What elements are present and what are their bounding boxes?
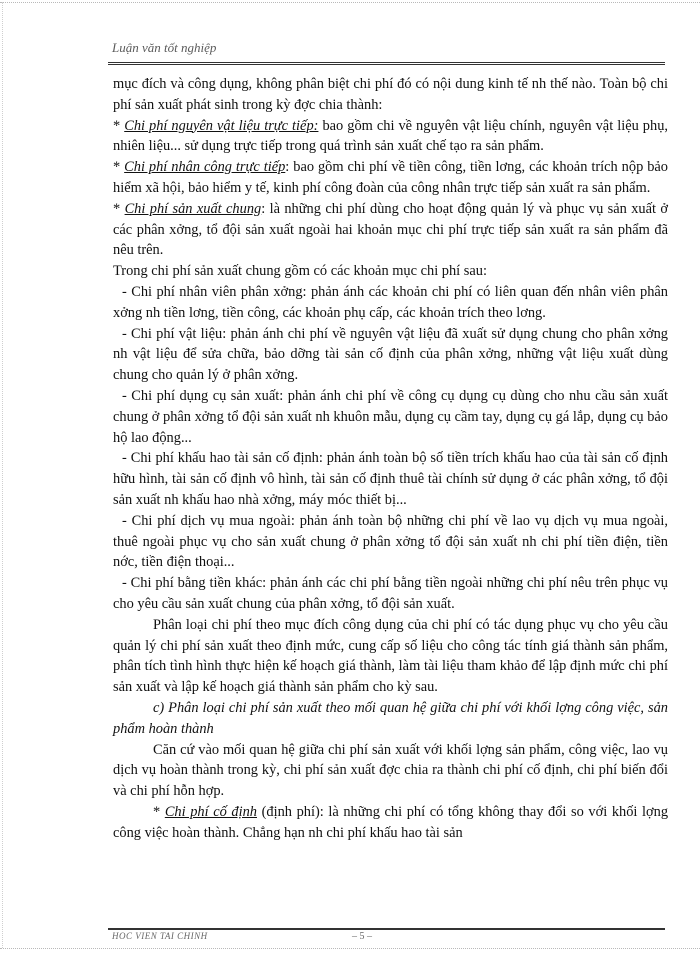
bullet-star: *	[113, 159, 125, 176]
paragraph: Phân loại chi phí theo mục đích công dụng của chi phí có tác dụng phục vụ cho yêu cầu quản lý chi phí sản xuất theo định mức, cung cấp số liệu cho công tác tính giá thành sản phẩm, phân tích tình hình thực hiện kế hoạch giá thành, làm tài liệu tham khảo để lập định mức chi phí sản xuất và lập kế hoạch giá thành sản phẩm cho kỳ sau.	[113, 616, 668, 696]
term-definition: bao gồm chi về nguyên vật liệu chính, nguyên vật liệu phụ, nhiên liệu... sử dụng trực tiếp trong quá trình sản xuất chế tạo ra sản phẩm.	[113, 117, 668, 155]
term-label: Chi phí nguyên vật liệu trực tiếp:	[124, 117, 319, 134]
list-item: - Chi phí dụng cụ sản xuất: phản ánh chi phí về công cụ dụng cụ dùng cho nhu cầu sản xuất chung ở phân xởng tổ đội sản xuất nh khuôn mẫu, dụng cụ cầm tay, dụng cụ gá lắp, dụng cụ bảo hộ lao động...	[113, 387, 668, 446]
bullet-star: *	[113, 200, 125, 217]
footer-divider	[108, 928, 665, 930]
running-header: Luận văn tốt nghiệp	[112, 40, 217, 55]
list-item: - Chi phí khấu hao tài sản cố định: phản ánh toàn bộ số tiền trích khấu hao của tài sản cố định hữu hình, tài sản cố định vô hình, tài sản cố định thuê tài chính sử dụng ở các phân xởng, tổ đội sản xuất nh khấu hao nhà xởng, máy móc thiết bị...	[113, 450, 668, 508]
list-item: - Chi phí vật liệu: phản ánh chi phí về nguyên vật liệu đã xuất sử dụng chung cho phân xởng nh vật liệu để sửa chữa, bảo dỡng tài sản cố định của phân xởng, những vật liệu xuất dùng chung cho quản lý ở phân xởng.	[113, 325, 668, 384]
list-item: - Chi phí bằng tiền khác: phản ánh các chi phí bằng tiền ngoài những chi phí nêu trên phục vụ cho yêu cầu sản xuất chung của phân xởng, tổ đội sản xuất.	[113, 575, 668, 612]
section-heading: c) Phân loại chi phí sản xuất theo mối quan hệ giữa chi phí với khối lợng công việc, sản phẩm hoàn thành	[113, 699, 668, 737]
term-definition: : bao gồm chi phí về tiền công, tiền lơng, các khoản trích nộp bảo hiểm xã hội, bảo hiểm y tế, kinh phí công đoàn của công nhân trực tiếp sản xuất ra sản phẩm.	[113, 159, 668, 196]
paragraph: mục đích và công dụng, không phân biệt chi phí đó có nội dung kinh tế nh thế nào. Toàn bộ chi phí sản xuất phát sinh trong kỳ đợc chia thành:	[113, 76, 668, 113]
footer-institution: HOC VIEN TAI CHINH	[112, 931, 208, 941]
paragraph-direct-labor	[113, 157, 668, 199]
term-definition: (định phí): là những chi phí có tổng không thay đổi so với khối lợng công việc hoàn thành. Chẳng hạn nh chi phí khấu hao tài sản	[113, 803, 669, 841]
term-label: Chi phí cố định	[164, 803, 257, 820]
page-number: – 5 –	[352, 931, 372, 942]
paragraph-overhead	[113, 199, 668, 261]
paragraph: Trong chi phí sản xuất chung gồm có các khoản mục chi phí sau:	[113, 263, 487, 280]
document-body	[113, 74, 668, 843]
term-label: Chi phí nhân công trực tiếp	[124, 159, 286, 176]
list-item: - Chi phí dịch vụ mua ngoài: phản ánh toàn bộ những chi phí về lao vụ dịch vụ mua ngoài, thuê ngoài phục vụ cho sản xuất chung ở phân xởng tổ đội sản xuất nh chi phí tiền điện, tiền nớc, tiền điện thoại...	[113, 512, 668, 571]
term-definition: : là những chi phí dùng cho hoạt động quản lý và phục vụ sản xuất ở các phân xởng, tổ đội sản xuất ngoài hai khoản mục chi phí trực tiếp sản xuất ra sản phẩm đã nêu trên.	[113, 200, 669, 259]
list-item: - Chi phí nhân viên phân xởng: phản ánh các khoản chi phí có liên quan đến nhân viên phân xởng nh tiền lơng, tiền công, các khoản phụ cấp, các khoản trích theo lơng.	[113, 283, 668, 321]
page-top-border	[0, 2, 700, 3]
term-label: Chi phí sản xuất chung	[124, 200, 262, 217]
page-left-border	[2, 2, 3, 948]
page-bottom-border	[0, 948, 700, 949]
bullet-star: *	[153, 803, 165, 820]
paragraph-direct-materials	[113, 116, 668, 158]
header-divider	[108, 62, 665, 65]
bullet-star: *	[113, 117, 125, 134]
paragraph: Căn cứ vào mối quan hệ giữa chi phí sản xuất với khối lợng sản phẩm, công việc, lao vụ dịch vụ hoàn thành trong kỳ, chi phí sản xuất đợc chia ra thành chi phí cố định, chi phí biến đổi và chi phí hỗn hợp.	[113, 741, 668, 800]
paragraph-fixed-cost	[113, 802, 668, 844]
